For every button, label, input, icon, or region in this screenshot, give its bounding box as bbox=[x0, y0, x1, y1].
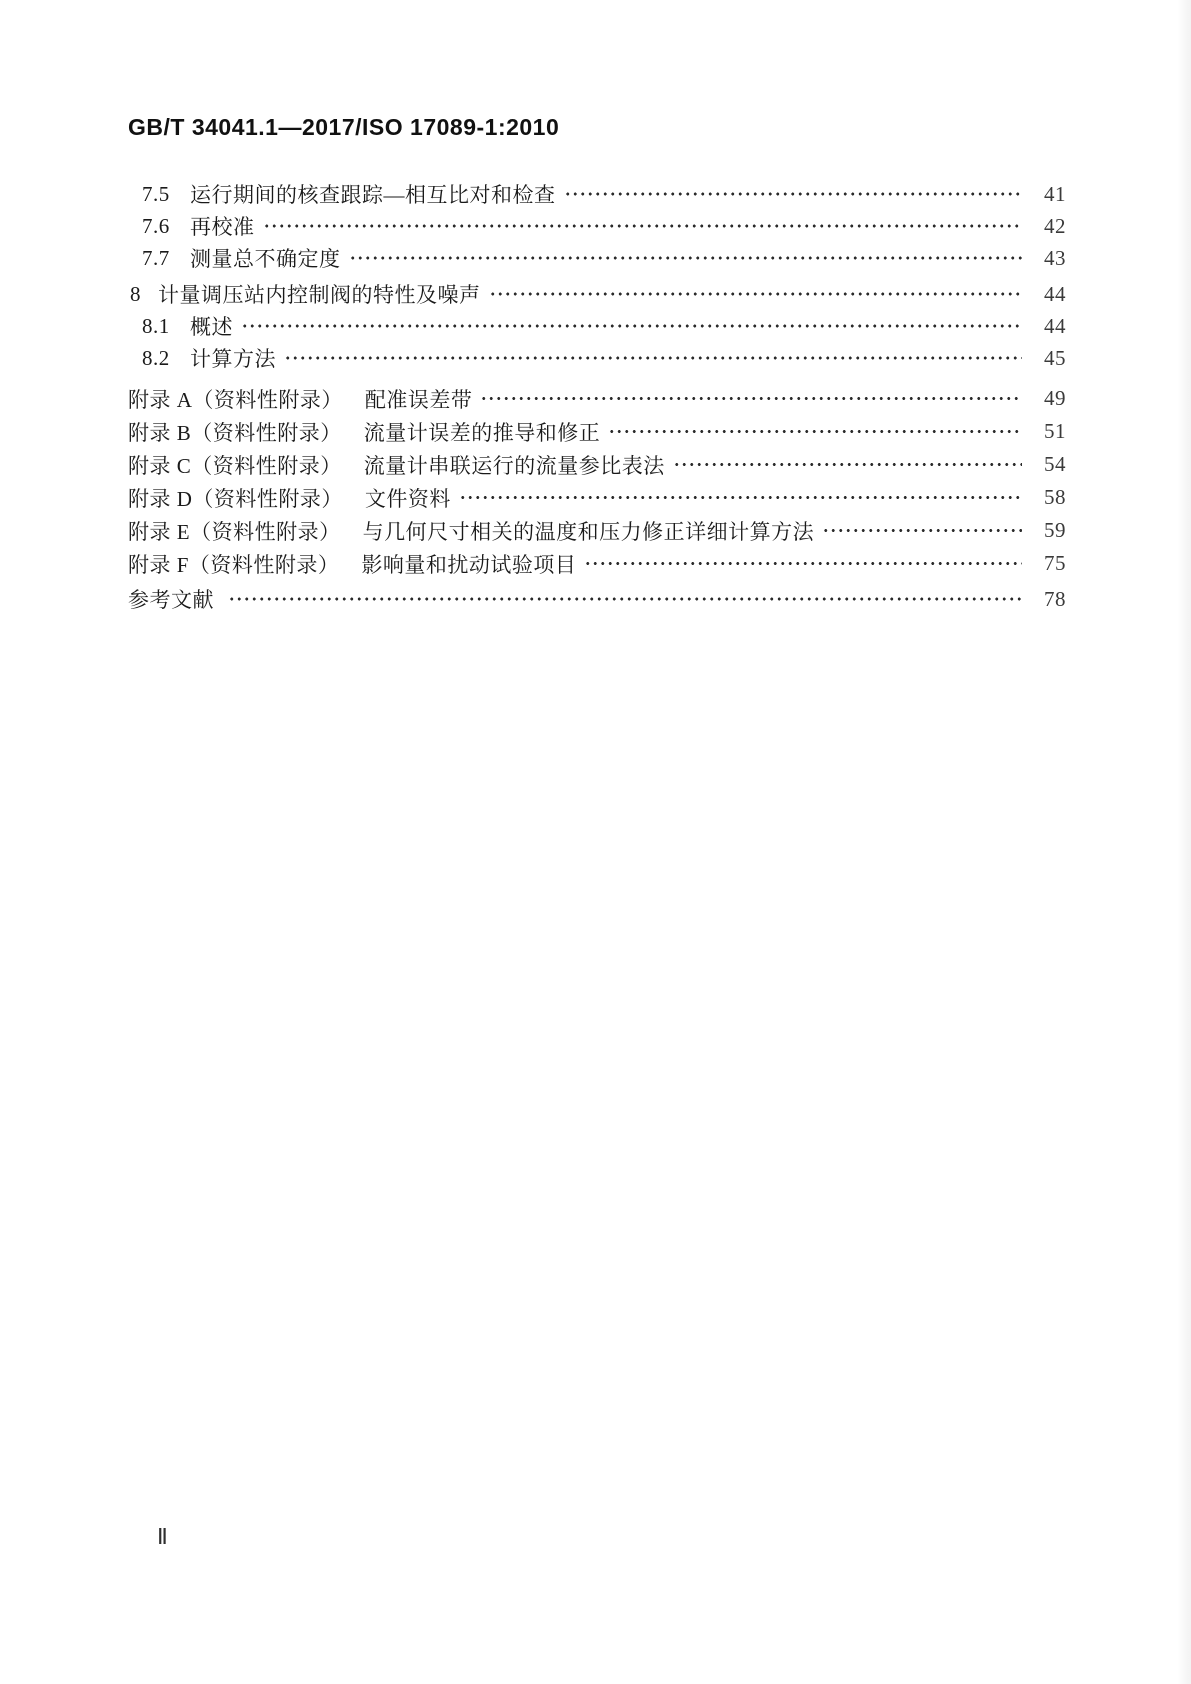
toc-entry-title: 运行期间的核查跟踪—相互比对和检查 bbox=[190, 183, 556, 207]
toc-entry bbox=[128, 448, 1066, 481]
toc-entry-page: 78 bbox=[1044, 586, 1066, 611]
toc-entry-number: 8 bbox=[130, 281, 141, 306]
toc-entry-page: 42 bbox=[1044, 213, 1066, 238]
scan-edge-shadow bbox=[1177, 0, 1191, 1684]
toc-entry-number: 附录 C（资料性附录） bbox=[128, 453, 342, 478]
toc-entry-page: 44 bbox=[1044, 281, 1066, 306]
toc-entry-number: 附录 E（资料性附录） bbox=[128, 519, 341, 544]
toc-entry-title: 计量调压站内控制阀的特性及噪声 bbox=[158, 283, 481, 307]
toc-entry-page: 41 bbox=[1044, 181, 1066, 206]
toc-dot-leader bbox=[608, 415, 1022, 448]
toc-entry bbox=[128, 310, 1066, 342]
toc-entry-number: 附录 F（资料性附录） bbox=[128, 552, 340, 577]
toc-dot-leader bbox=[564, 178, 1023, 210]
toc-entry-page: 44 bbox=[1044, 313, 1066, 338]
toc-entry-page: 59 bbox=[1044, 518, 1066, 542]
toc-entry-title: 配准误差带 bbox=[364, 387, 473, 412]
toc-entry-number: 7.6 bbox=[142, 213, 170, 238]
toc-entry bbox=[128, 382, 1066, 415]
toc-entry-title: 测量总不确定度 bbox=[190, 247, 341, 271]
toc-entry bbox=[128, 514, 1066, 547]
toc-entry-number: 附录 B（资料性附录） bbox=[128, 420, 342, 445]
toc-dot-leader bbox=[822, 514, 1022, 547]
toc-entry-number: 8.1 bbox=[142, 313, 170, 338]
toc-entry-page: 49 bbox=[1044, 386, 1066, 410]
toc-list bbox=[128, 178, 1066, 615]
toc-dot-leader bbox=[284, 342, 1022, 374]
toc-entry-page: 75 bbox=[1044, 551, 1066, 575]
toc-entry-page: 43 bbox=[1044, 245, 1066, 270]
toc-entry-number: 8.2 bbox=[142, 345, 170, 370]
toc-dot-leader bbox=[228, 583, 1022, 615]
toc-entry bbox=[128, 210, 1066, 242]
toc-entry-page: 54 bbox=[1044, 452, 1066, 476]
page-number-footer: Ⅱ bbox=[157, 1524, 168, 1549]
toc-entry-number: 附录 A（资料性附录） bbox=[128, 387, 343, 412]
toc-entry bbox=[128, 583, 1066, 615]
toc-entry-page: 51 bbox=[1044, 419, 1066, 443]
toc-entry-number: 7.5 bbox=[142, 181, 170, 206]
toc-entry-title: 概述 bbox=[190, 315, 233, 339]
toc-entry-title: 流量计误差的推导和修正 bbox=[363, 420, 601, 445]
toc-entry-page: 45 bbox=[1044, 345, 1066, 370]
toc-entry-number: 参考文献 bbox=[128, 588, 214, 612]
toc-entry-title: 文件资料 bbox=[364, 486, 451, 511]
toc-entry-title: 影响量和扰动试验项目 bbox=[361, 552, 577, 577]
toc-dot-leader bbox=[459, 481, 1022, 514]
toc-entry-title: 计算方法 bbox=[190, 347, 276, 371]
toc-dot-leader bbox=[489, 278, 1023, 310]
toc-entry bbox=[128, 342, 1066, 374]
toc-entry bbox=[128, 547, 1066, 580]
toc-dot-leader bbox=[480, 382, 1022, 415]
toc-dot-leader bbox=[673, 448, 1022, 481]
toc-dot-leader bbox=[263, 210, 1023, 242]
toc-entry-title: 再校准 bbox=[190, 215, 255, 239]
toc-dot-leader bbox=[349, 242, 1023, 274]
toc-entry-title: 与几何尺寸相关的温度和压力修正详细计算方法 bbox=[362, 519, 815, 544]
toc-dot-leader bbox=[584, 547, 1022, 580]
standard-number-header: GB/T 34041.1—2017/ISO 17089-1:2010 bbox=[128, 114, 560, 140]
toc-entry-title: 流量计串联运行的流量参比表法 bbox=[363, 453, 665, 478]
toc-entry bbox=[128, 278, 1066, 310]
toc-entry-number: 7.7 bbox=[142, 245, 170, 270]
toc-entry bbox=[128, 481, 1066, 514]
toc-entry bbox=[128, 415, 1066, 448]
toc-entry bbox=[128, 242, 1066, 274]
toc-entry-page: 58 bbox=[1044, 485, 1066, 509]
toc-entry-number: 附录 D（资料性附录） bbox=[128, 486, 343, 511]
toc-entry bbox=[128, 178, 1066, 210]
toc-dot-leader bbox=[241, 310, 1022, 342]
